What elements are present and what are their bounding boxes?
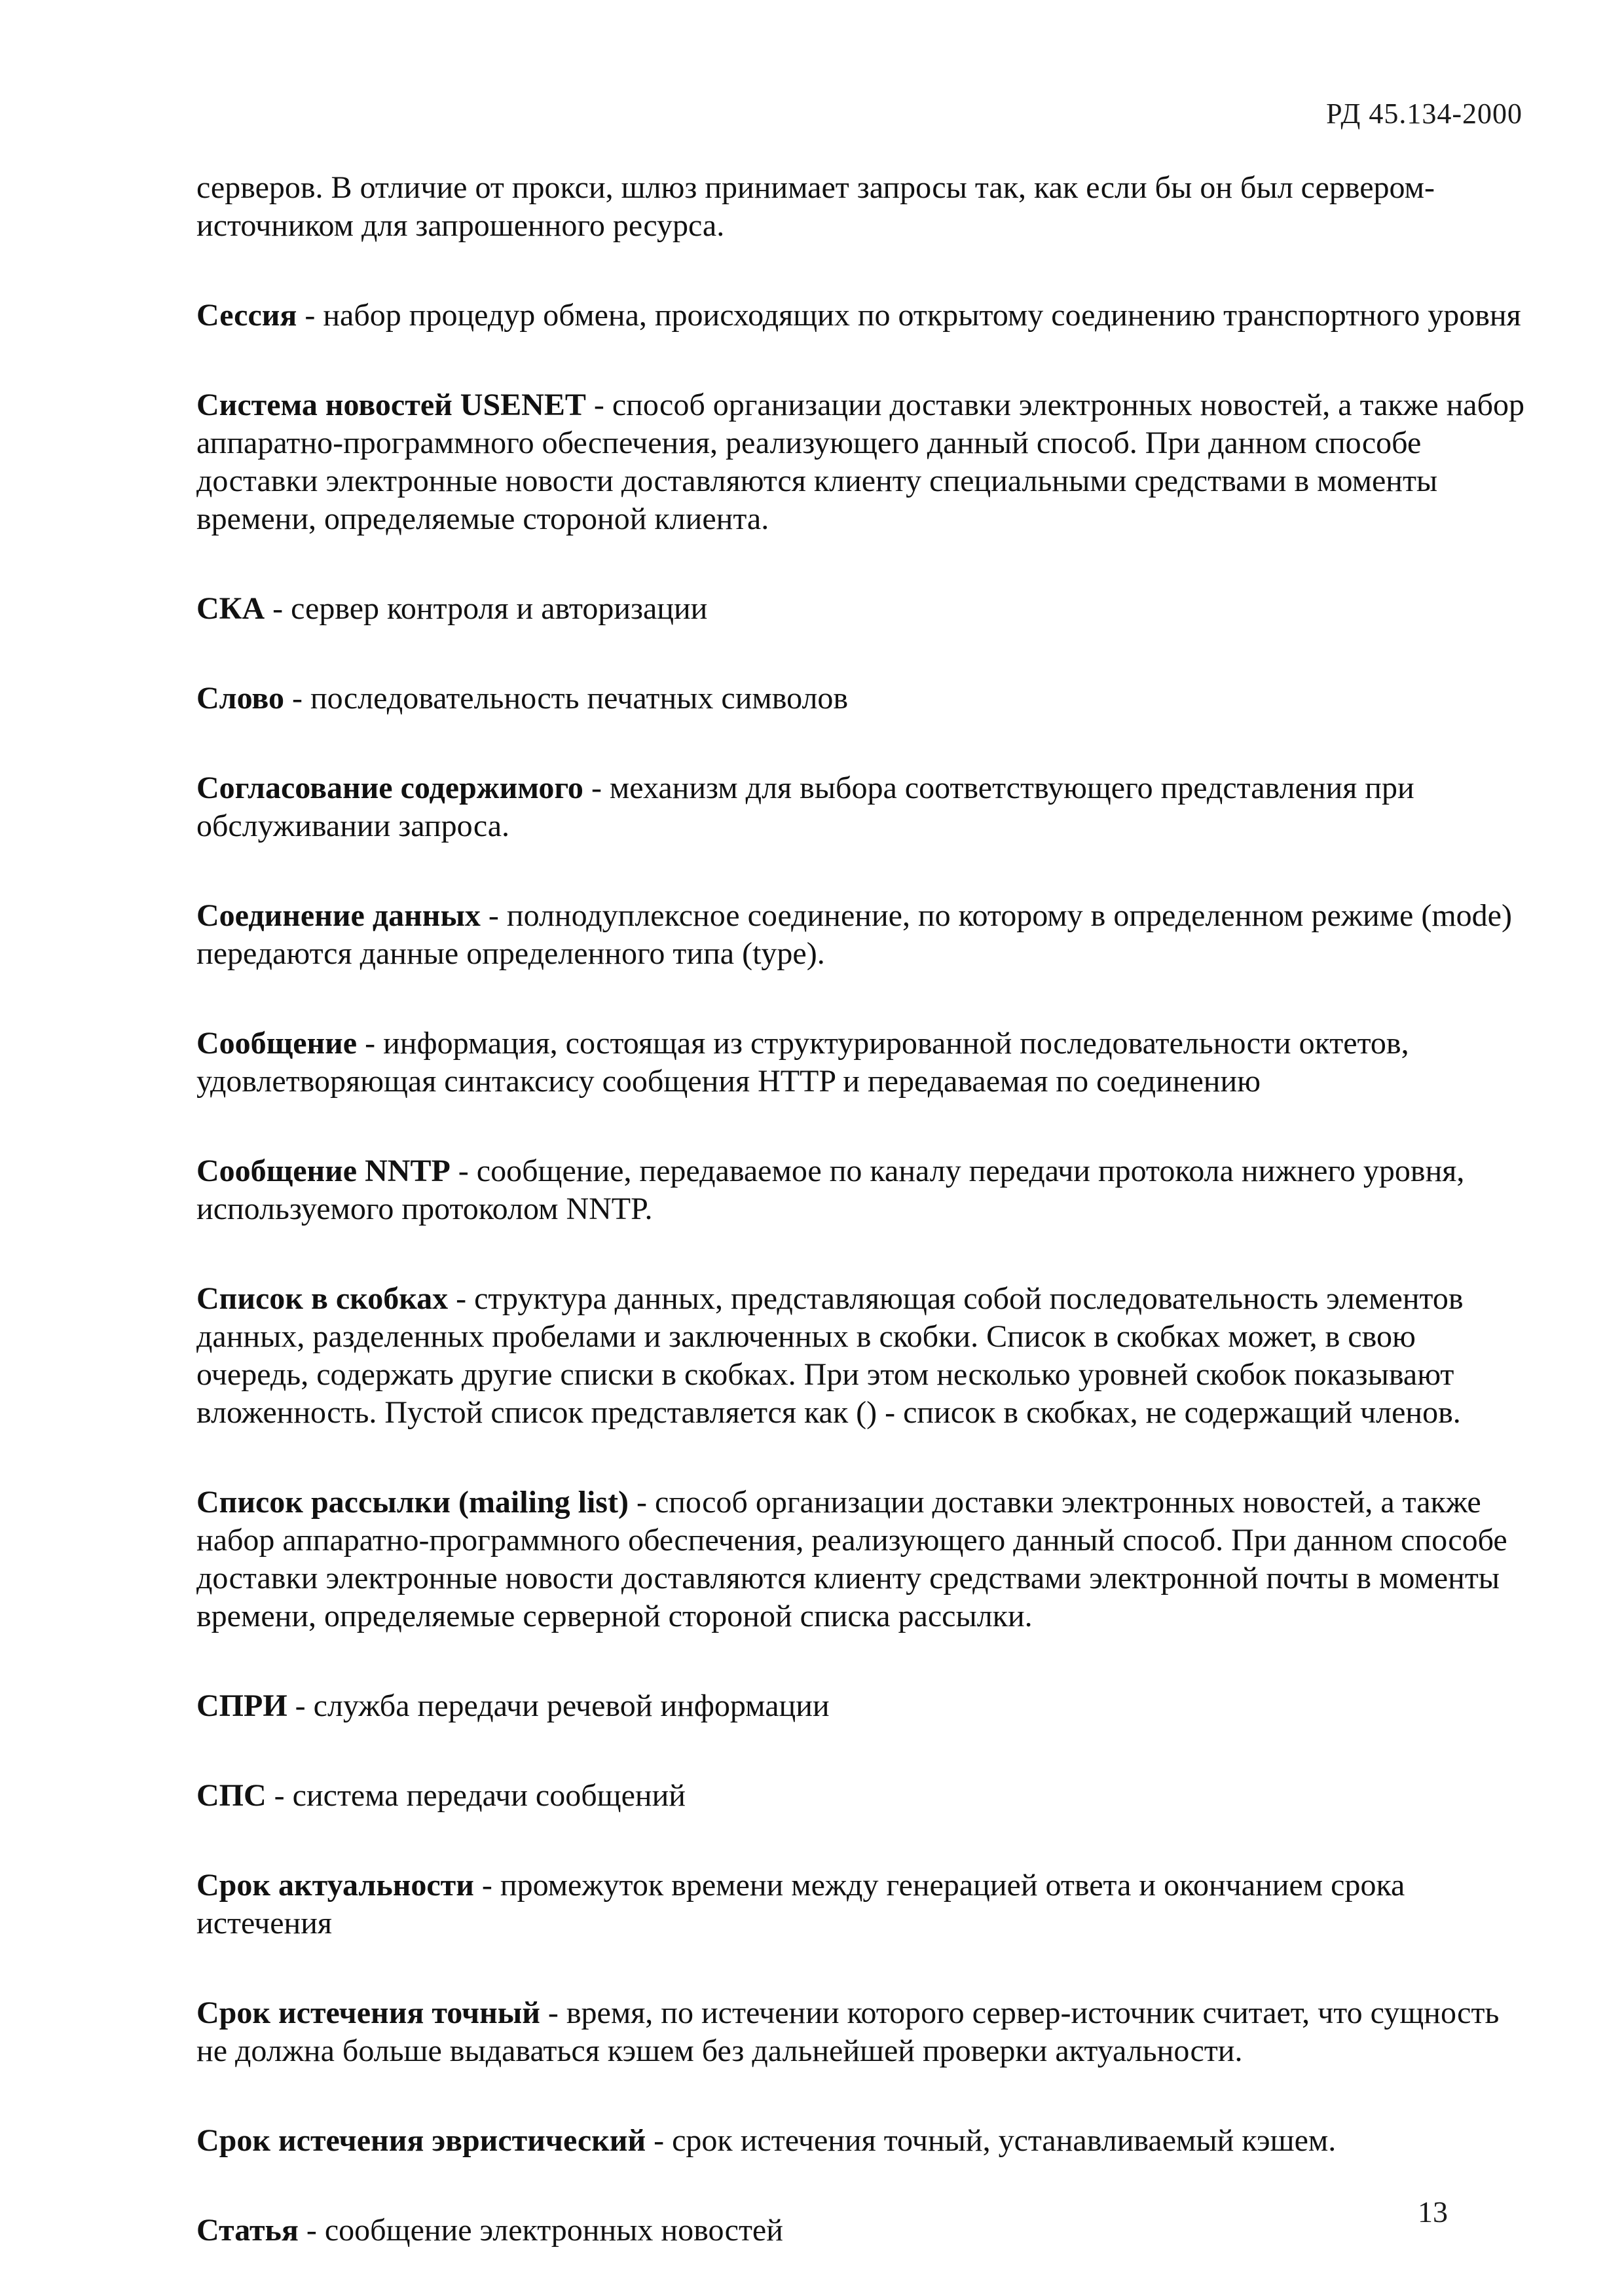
- glossary-definition: структура данных, представляющая собой последовательность элементов данных, разделенных пробелами и заключенных в скобки. Список в скобках может, в свою очередь, содержать другие списки в скобках. При этом несколько уровней скобок показывают вложенность. Пустой список представляется как () - список в скобках, не содержащий членов.: [196, 1281, 1464, 1430]
- glossary-definition: способ организации доставки электронных новостей, а также набор аппаратно-программного обеспечения, реализующего данный способ. При данном способе доставки электронные новости доставляются клиенту средствами электронной почты в моменты времени, определяемые серверной стороной списка рассылки.: [196, 1485, 1507, 1633]
- glossary-entry-nntp-message: [196, 1152, 1526, 1228]
- glossary-entry-message: [196, 1025, 1526, 1101]
- glossary-definition: сообщение электронных новостей: [324, 2213, 783, 2248]
- glossary-definition: служба передачи речевой информации: [313, 1688, 830, 1723]
- term-separator: -: [646, 2123, 673, 2158]
- term-separator: -: [297, 298, 323, 333]
- glossary-list: [196, 169, 1526, 2250]
- glossary-definition: информация, состоящая из структурированной последовательности октетов, удовлетворяющая синтаксису сообщения HTTP и передаваемая по соединению: [196, 1026, 1409, 1099]
- glossary-definition: сервер контроля и авторизации: [291, 591, 708, 626]
- term-separator: -: [298, 2213, 325, 2248]
- term-separator: -: [287, 1688, 314, 1723]
- glossary-definition: полнодуплексное соединение, по которому в определенном режиме (mode) передаются данные определенного типа (type).: [196, 898, 1512, 971]
- glossary-term: Срок истечения точный: [196, 1995, 540, 2030]
- glossary-entry-mailing-list: [196, 1484, 1526, 1635]
- glossary-entry-parenthesized-list: [196, 1280, 1526, 1432]
- glossary-term: Срок актуальности: [196, 1868, 474, 1903]
- glossary-entry-explicit-expiration: [196, 1994, 1526, 2070]
- glossary-term: Слово: [196, 681, 284, 716]
- glossary-definition: серверов. В отличие от прокси, шлюз принимает запросы так, как если бы он был сервером-источником для запрошенного ресурса.: [196, 170, 1435, 243]
- glossary-entry-continuation: [196, 169, 1526, 245]
- page-number: 13: [1418, 2195, 1448, 2229]
- glossary-term: Список рассылки (mailing list): [196, 1485, 629, 1520]
- glossary-definition: время, по истечении которого сервер-источник считает, что сущность не должна больше выдаваться кэшем без дальнейшей проверки актуальности.: [196, 1995, 1500, 2068]
- glossary-entry-content-negotiation: [196, 769, 1526, 845]
- glossary-term: Согласование содержимого: [196, 771, 583, 805]
- document-code-header: РД 45.134-2000: [1326, 98, 1522, 130]
- glossary-term: Система новостей USENET: [196, 388, 586, 422]
- glossary-entry-usenet: [196, 386, 1526, 538]
- glossary-term: Статья: [196, 2213, 299, 2248]
- glossary-entry-ska: [196, 590, 1526, 628]
- glossary-entry-session: [196, 297, 1526, 335]
- glossary-entry-article: [196, 2212, 1526, 2250]
- glossary-entry-spri: [196, 1687, 1526, 1725]
- glossary-definition: сообщение, передаваемое по каналу передачи протокола нижнего уровня, используемого протоколом NNTP.: [196, 1154, 1465, 1226]
- term-separator: -: [473, 1868, 500, 1903]
- glossary-term: СПС: [196, 1778, 267, 1813]
- glossary-term: СКА: [196, 591, 265, 626]
- glossary-term: Сессия: [196, 298, 297, 333]
- term-separator: -: [540, 1995, 566, 2030]
- glossary-term: Срок истечения эвристический: [196, 2123, 646, 2158]
- term-separator: -: [480, 898, 507, 933]
- term-separator: -: [448, 1281, 475, 1316]
- glossary-entry-freshness-lifetime: [196, 1867, 1526, 1942]
- glossary-entry-sps: [196, 1777, 1526, 1815]
- glossary-term: Список в скобках: [196, 1281, 449, 1316]
- term-separator: -: [585, 388, 612, 422]
- glossary-definition: система передачи сообщений: [292, 1778, 686, 1813]
- term-separator: -: [357, 1026, 384, 1061]
- term-separator: -: [266, 1778, 293, 1813]
- term-separator: -: [450, 1154, 477, 1188]
- glossary-term: Сообщение NNTP: [196, 1154, 451, 1188]
- glossary-entry-word: [196, 680, 1526, 718]
- glossary-entry-heuristic-expiration: [196, 2122, 1526, 2160]
- glossary-definition: срок истечения точный, устанавливаемый кэшем.: [672, 2123, 1337, 2158]
- term-separator: -: [265, 591, 291, 626]
- glossary-definition: набор процедур обмена, происходящих по открытому соединению транспортного уровня: [323, 298, 1521, 333]
- glossary-entry-data-connection: [196, 897, 1526, 973]
- glossary-term: Сообщение: [196, 1026, 358, 1061]
- glossary-definition: промежуток времени между генерацией ответа и окончанием срока истечения: [196, 1868, 1405, 1941]
- glossary-definition: механизм для выбора соответствующего представления при обслуживании запроса.: [196, 771, 1414, 843]
- term-separator: -: [628, 1485, 655, 1520]
- term-separator: -: [583, 771, 610, 805]
- glossary-term: СПРИ: [196, 1688, 287, 1723]
- term-separator: -: [284, 681, 310, 716]
- glossary-term: Соединение данных: [196, 898, 481, 933]
- glossary-definition: способ организации доставки электронных новостей, а также набор аппаратно-программного обеспечения, реализующего данный способ. При данном способе доставки электронные новости доставляются клиенту специальными средствами в моменты времени, определяемые стороной клиента.: [196, 388, 1524, 536]
- glossary-definition: последовательность печатных символов: [310, 681, 849, 716]
